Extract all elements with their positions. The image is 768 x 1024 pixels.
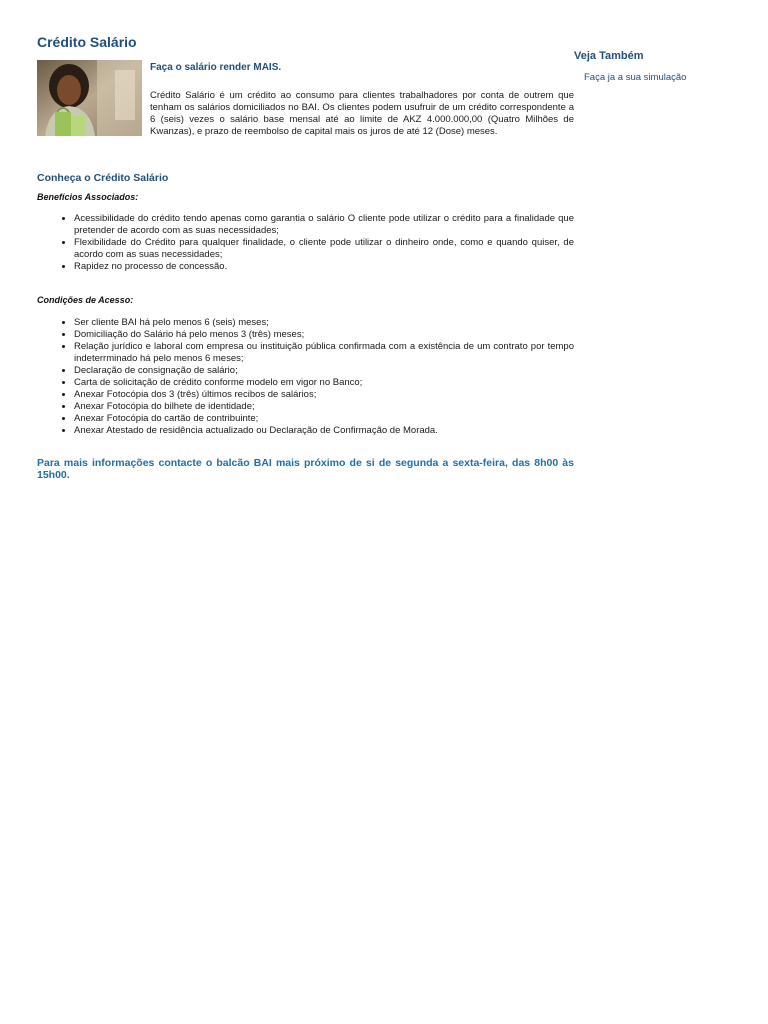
hero-photo: [37, 60, 142, 136]
benefits-list: [37, 213, 574, 273]
simulation-link[interactable]: Faça ja a sua simulação: [584, 72, 687, 83]
list-item: • Anexar Fotocópia do cartão de contribuinte;: [74, 413, 574, 425]
contact-note: Para mais informações contacte o balcão BAI mais próximo de si de segunda a sexta-feira, das 8h00 às 15h00.: [37, 457, 574, 481]
list-item: • Flexibilidade do Crédito para qualquer finalidade, o cliente pode utilizar o dinheiro onde, como e quando quiser, de acordo com as suas necessidades;: [74, 237, 574, 261]
list-item: • Domiciliação do Salário há pelo menos 3 (três) meses;: [74, 329, 574, 341]
list-item: • Carta de solicitação de crédito conforme modelo em vigor no Banco;: [74, 377, 574, 389]
intro-text: Crédito Salário é um crédito ao consumo para clientes trabalhadores por conta de outrem que tenham os salários domiciliados no BAI. Os clientes podem usufruir de um crédito correspondente a 6 (seis) vezes o salário base mensal até ao limite de AKZ 4.000.000,00 (Quatro Milhões de Kwanzas), e prazo de reembolso de capital mais os juros de até 12 (Dose) meses.: [150, 90, 574, 137]
list-item: • Rapidez no processo de concessão.: [74, 261, 574, 273]
page-title: Crédito Salário: [37, 34, 137, 50]
list-item: • Anexar Fotocópia do bilhete de identidade;: [74, 401, 574, 413]
tagline: Faça o salário render MAIS.: [150, 62, 282, 73]
list-item: • Ser cliente BAI há pelo menos 6 (seis) meses;: [74, 317, 574, 329]
conditions-label: Condições de Acesso:: [37, 295, 134, 305]
conditions-list: [37, 317, 574, 437]
list-item: • Anexar Atestado de residência actualizado ou Declaração de Confirmação de Morada.: [74, 425, 574, 437]
list-item: • Declaração de consignação de salário;: [74, 365, 574, 377]
aside-title: Veja Também: [574, 50, 644, 62]
list-item: • Acessibilidade do crédito tendo apenas como garantia o salário O cliente pode utilizar o crédito para a finalidade que pretender de acordo com as suas necessidades;: [74, 213, 574, 237]
benefits-label: Benefícios Associados:: [37, 192, 139, 202]
section-title: Conheça o Crédito Salário: [37, 172, 169, 184]
list-item: • Anexar Fotocópia dos 3 (três) últimos recibos de salários;: [74, 389, 574, 401]
list-item: • Relação jurídico e laboral com empresa ou instituição pública confirmada com a existência de um contrato por tempo indeterrminado há pelo menos 6 meses;: [74, 341, 574, 365]
intro-block: [37, 60, 574, 138]
